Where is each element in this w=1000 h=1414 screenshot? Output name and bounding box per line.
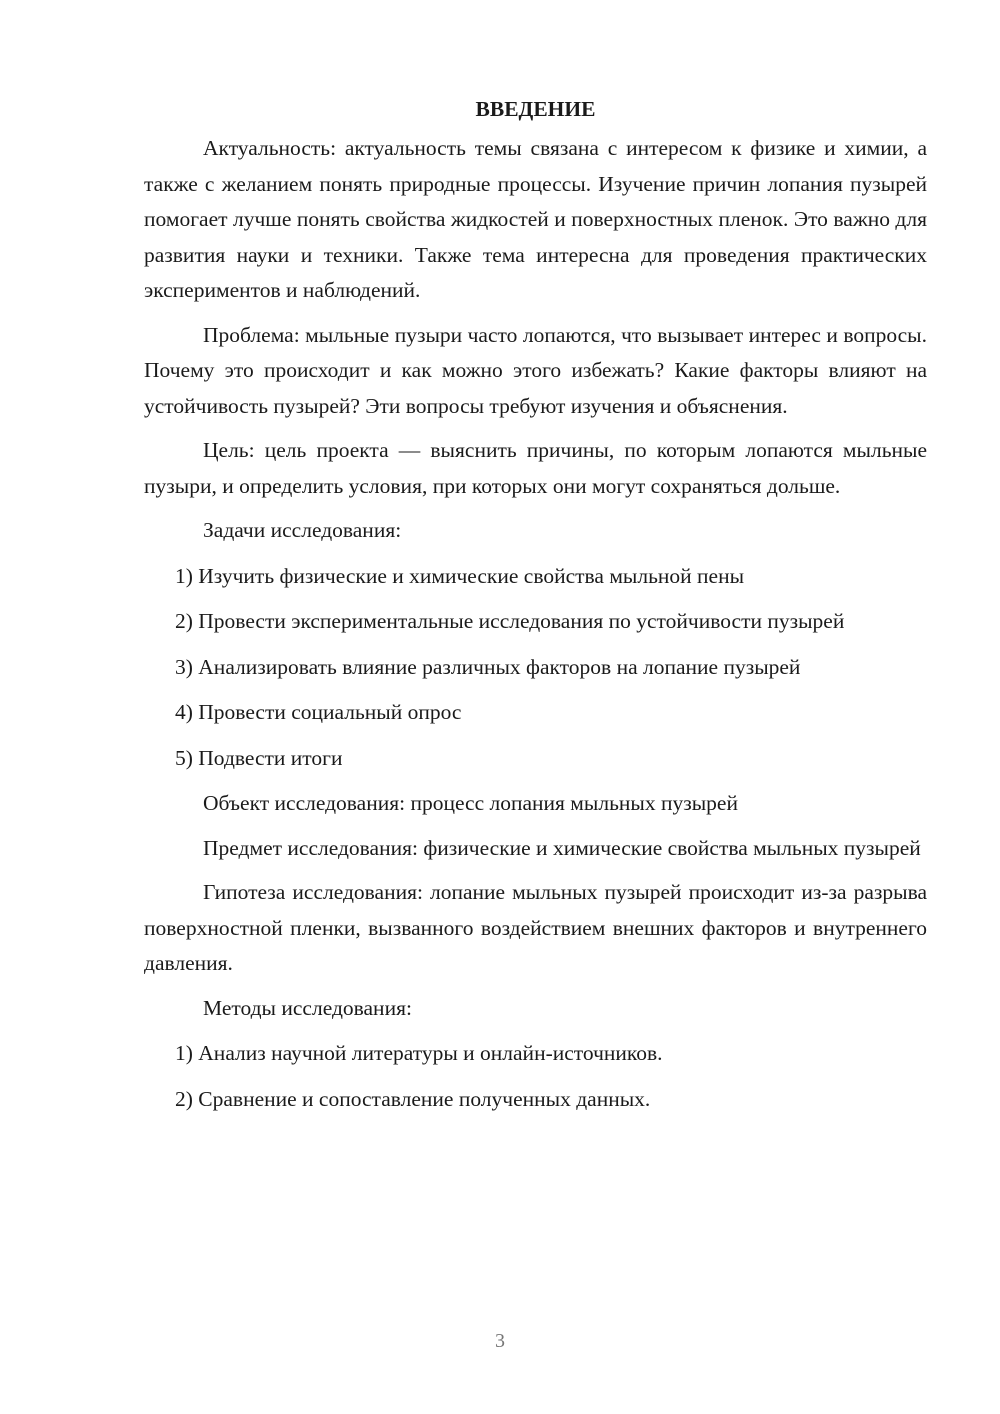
task-item: 2) Провести экспериментальные исследования по устойчивости пузырей [175,609,845,633]
task-item: 1) Изучить физические и химические свойства мыльной пены [175,563,745,588]
task-item: 5) Подвести итоги [175,745,343,770]
relevance-paragraph: Актуальность: актуальность темы связана с интересом к физике и химии, а также с желанием понять природные процессы. Изучение причин лопания пузырей помогает лучше понять свойства жидкостей и поверхностных пленок. Это важно для развития науки и техники. Также тема интересна для проведения практических экспериментов и наблюдений. [144,136,927,302]
methods-heading: Методы исследования: [203,995,412,1020]
goal-paragraph: Цель: цель проекта — выяснить причины, по которым лопаются мыльные пузыри, и определить условия, при которых они могут сохраняться дольше. [144,438,927,498]
task-item: 3) Анализировать влияние различных факторов на лопание пузырей [175,654,801,679]
method-item: 1) Анализ научной литературы и онлайн-источников. [175,1041,663,1065]
hypothesis-paragraph: Гипотеза исследования: лопание мыльных пузырей происходит из-за разрыва поверхностной пленки, вызванного воздействием внешних факторов и внутреннего давления. [144,880,927,975]
problem-paragraph: Проблема: мыльные пузыри часто лопаются, что вызывает интерес и вопросы. Почему это происходит и как можно этого избежать? Какие факторы влияют на устойчивость пузырей? Эти вопросы требуют изучения и объяснения. [144,322,927,418]
subject-paragraph: Предмет исследования: физические и химические свойства мыльных пузырей [203,835,921,860]
section-title: ВВЕДЕНИЕ [475,97,596,121]
method-item: 2) Сравнение и сопоставление полученных данных. [175,1086,651,1111]
page-number: 3 [495,1330,505,1352]
task-item: 4) Провести социальный опрос [175,700,462,724]
tasks-heading: Задачи исследования: [203,518,402,542]
document-page [144,92,927,1127]
object-paragraph: Объект исследования: процесс лопания мыльных пузырей [203,791,738,815]
